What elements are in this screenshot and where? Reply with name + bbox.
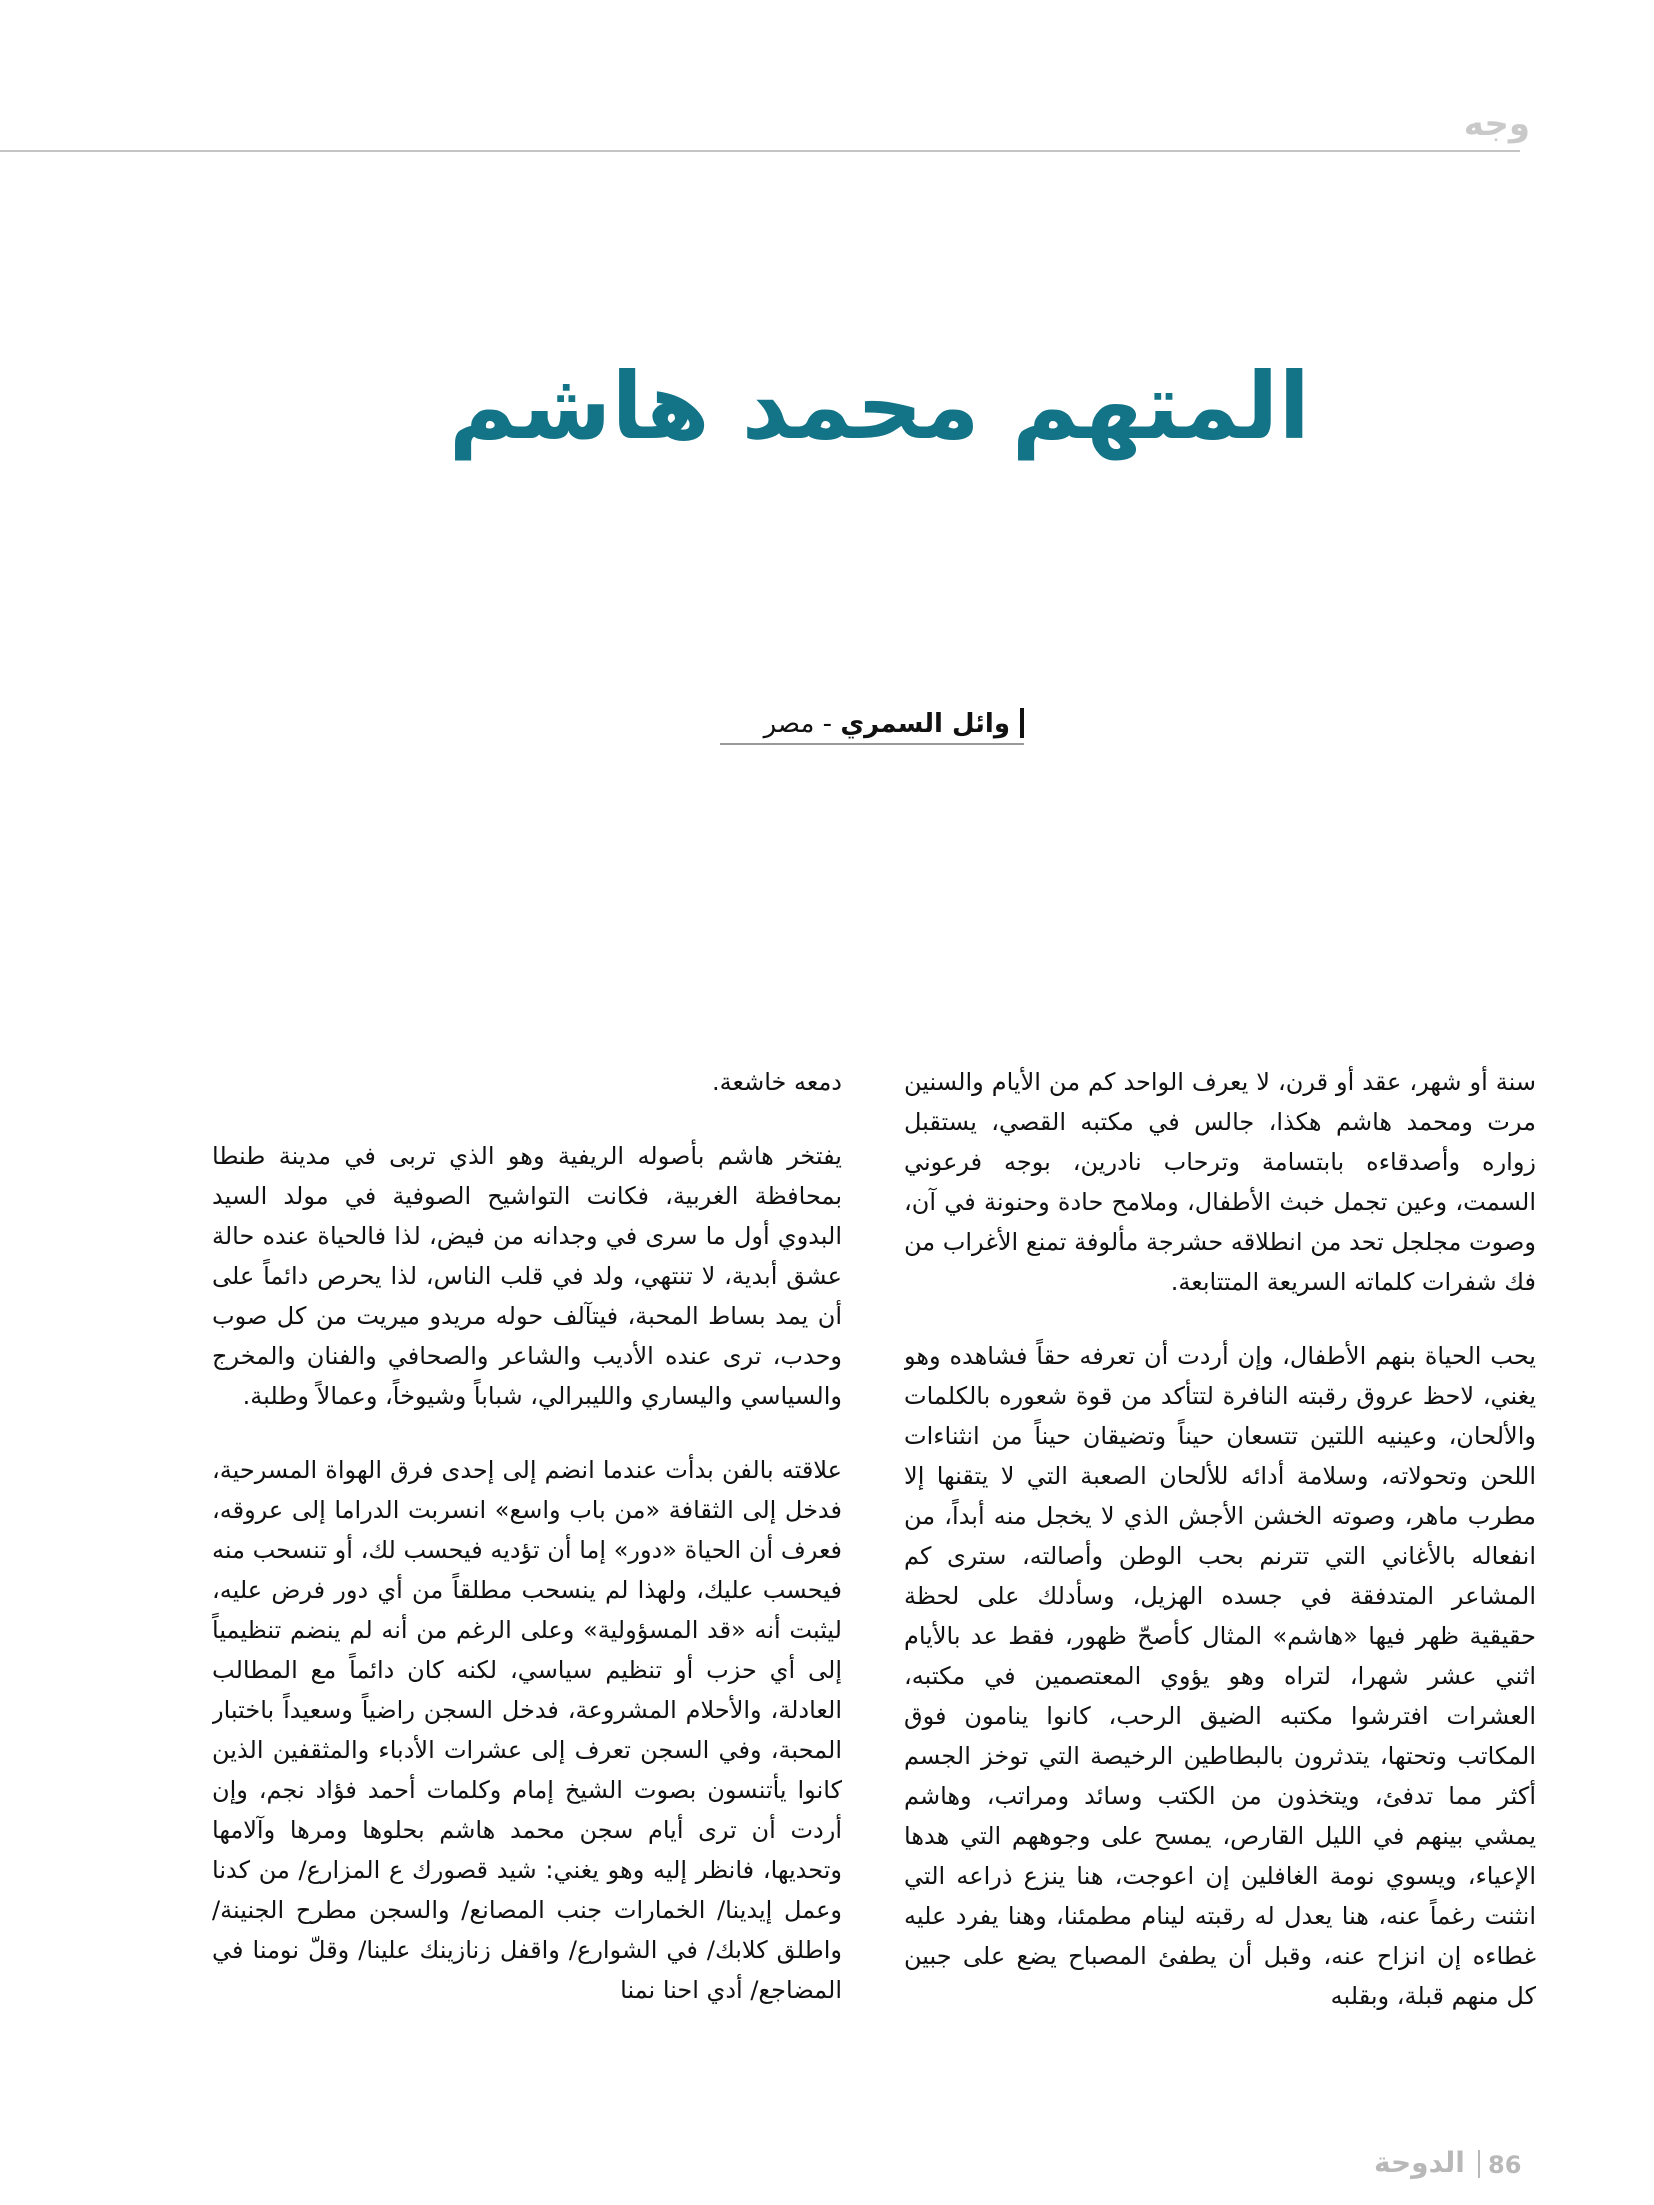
paragraph: يفتخر هاشم بأصوله الريفية وهو الذي تربى في مدينة طنطا بمحافظة الغربية، فكانت التواشيح الصوفية في مولد السيد البدوي أول ما سرى في وجدانه من فيض، لذا فالحياة عنده حالة عشق أبدية، لا تنتهي، ولد في قلب الناس، لذا يحرص دائماً على أن يمد بساط المحبة، فيتآلف حوله مريدو ميريت من كل صوب وحدب، ترى عنده الأديب والشاعر والصحافي والفنان والمخرج والسياسي واليساري والليبرالي، شباباً وشيوخاً، وعمالاً وطلبة. bbox=[212, 1142, 842, 1410]
paragraph: دمعه خاشعة. bbox=[712, 1068, 842, 1096]
article-title: المتهم محمد هاشم bbox=[448, 353, 1310, 460]
byline-bar-icon bbox=[1020, 708, 1024, 738]
byline bbox=[720, 708, 1024, 745]
byline-separator: - bbox=[822, 709, 833, 739]
paragraph: يحب الحياة بنهم الأطفال، وإن أردت أن تعرفه حقاً فشاهده وهو يغني، لاحظ عروق رقبته النافرة لتتأكد من قوة شعوره بالكلمات والألحان، وعينيه اللتين تتسعان حيناً وتضيقان حيناً من انثناءات اللحن وتحولاته، وسلامة أدائه للألحان الصعبة التي لا يتقنها إلا مطرب ماهر، وصوته الخشن الأجش الذي لا يخجل منه أبداً، من انفعاله بالأغاني التي تترنم بحب الوطن وأصالته، سترى كم المشاعر المتدفقة في جسده الهزيل، وسأدلك على لحظة حقيقية ظهر فيها «هاشم» المثال كأصحّ ظهور، فقط عد بالأيام اثني عشر شهرا، لتراه وهو يؤوي المعتصمين في مكتبه، العشرات افترشوا مكتبه الضيق الرحب، كانوا ينامون فوق المكاتب وتحتها، يتدثرون بالبطاطين الرخيصة التي توخز الجسم أكثر مما تدفئ، ويتخذون من الكتب وسائد ومراتب، وهاشم يمشي بينهم في الليل القارص، يمسح على وجوههم التي هدها الإعياء، ويسوي نومة الغافلين إن اعوجت، هنا ينزع ذراعه التي انثنت رغماً عنه، هنا يعدل له رقبته لينام مطمئنا، وهنا يفرد عليه غطاءه إن انزاح عنه، وقبل أن يطفئ المصباح يضع على جبين كل منهم قبلة، وبقلبه bbox=[904, 1342, 1536, 2010]
article-column-left bbox=[212, 1062, 842, 2072]
section-tag: وجه bbox=[1463, 104, 1530, 144]
author-name: وائل السمري bbox=[840, 709, 1010, 739]
article-column-right bbox=[904, 1062, 1536, 2072]
page-number: 86 bbox=[1488, 2151, 1522, 2179]
header-rule bbox=[0, 150, 1520, 152]
magazine-name: الدوحة bbox=[1374, 2146, 1465, 2179]
paragraph: علاقته بالفن بدأت عندما انضم إلى إحدى فرق الهواة المسرحية، فدخل إلى الثقافة «من باب واسع» انسربت الدراما إلى عروقه، فعرف أن الحياة «دور» إما أن تؤديه فيحسب لك، أو تنسحب منه فيحسب عليك، ولهذا لم ينسحب مطلقاً من أي دور فرض عليه، ليثبت أنه «قد المسؤولية» وعلى الرغم من أنه لم ينضم تنظيمياً إلى أي حزب أو تنظيم سياسي، لكنه كان دائماً مع المطالب العادلة، والأحلام المشروعة، فدخل السجن راضياً وسعيداً باختبار المحبة، وفي السجن تعرف إلى عشرات الأدباء والمثقفين الذين كانوا يأتنسون بصوت الشيخ إمام وكلمات أحمد فؤاد نجم، وإن أردت أن ترى أيام سجن محمد هاشم بحلوها ومرها وآلامها وتحديها، فانظر إليه وهو يغني: شيد قصورك ع المزارع/ من كدنا وعمل إيدينا/ الخمارات جنب المصانع/ والسجن مطرح الجنينة/ واطلق كلابك/ في الشوارع/ واقفل زنازينك علينا/ وقلّ نومنا في المضاجع/ أدي احنا نمنا bbox=[212, 1456, 842, 2004]
paragraph: سنة أو شهر، عقد أو قرن، لا يعرف الواحد كم من الأيام والسنين مرت ومحمد هاشم هكذا، جالس في مكتبه القصي، يستقبل زواره وأصدقاءه بابتسامة وترحاب نادرين، بوجه فرعوني السمت، وعين تجمل خبث الأطفال، وملامح حادة وحنونة في آن، وصوت مجلجل تحد من انطلاقه حشرجة مألوفة تمنع الأغراب من فك شفرات كلماته السريعة المتتابعة. bbox=[904, 1068, 1536, 1296]
footer-separator bbox=[1478, 2150, 1480, 2178]
author-country: مصر bbox=[763, 709, 815, 739]
